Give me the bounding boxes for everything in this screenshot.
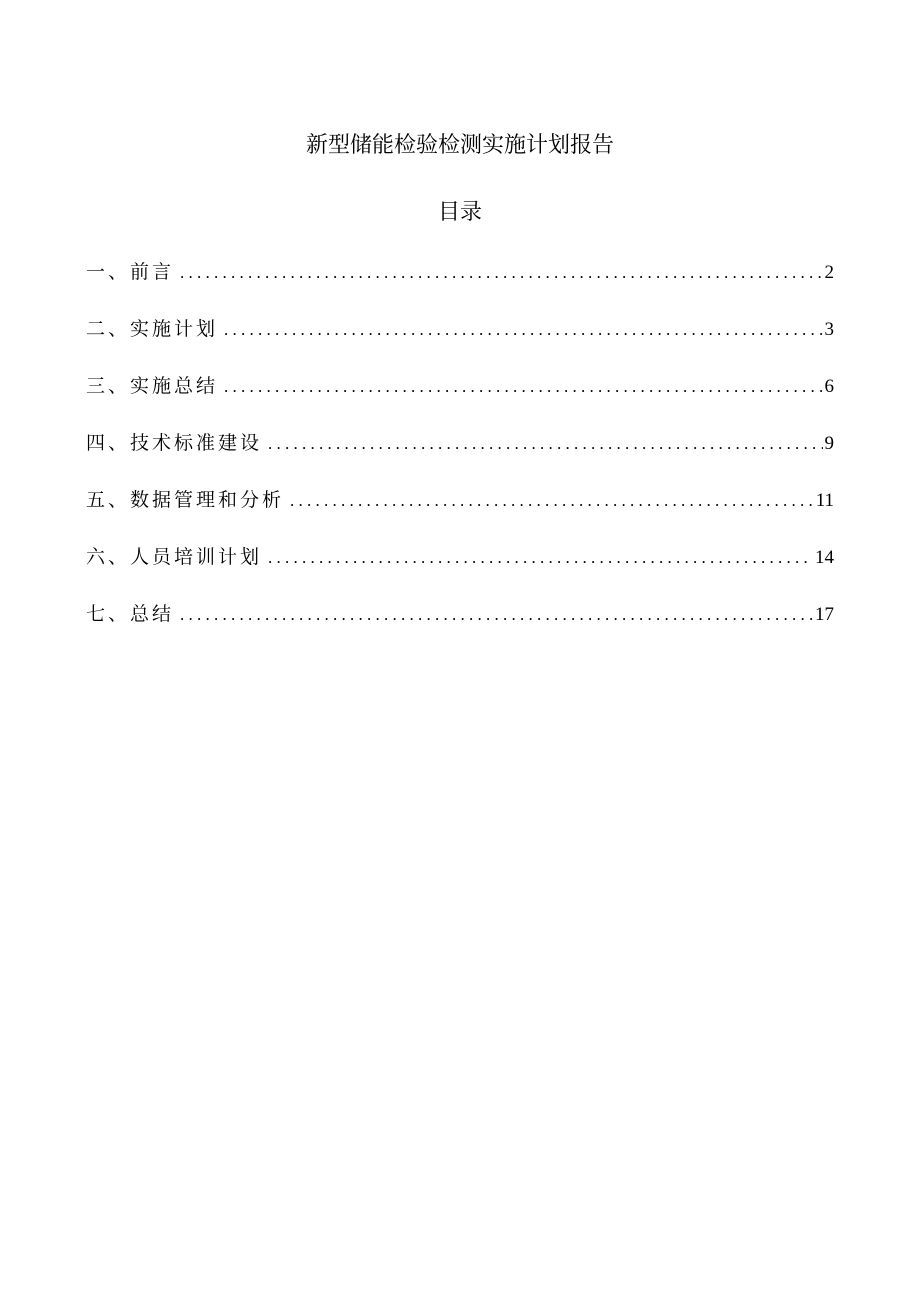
toc-entry-label: 七、总结 — [86, 603, 175, 625]
toc-entry-page: 6 — [824, 376, 834, 397]
toc-heading: 目录 — [437, 200, 482, 225]
toc-entry-label: 六、人员培训计划 — [86, 546, 263, 568]
toc-entry-preface[interactable] — [86, 255, 834, 312]
toc-entry-label: 五、数据管理和分析 — [86, 489, 285, 511]
toc-entry-technical-standards[interactable] — [86, 426, 834, 483]
toc-dot-leader — [180, 598, 813, 632]
toc-entry-page: 3 — [824, 319, 834, 340]
toc-dot-leader — [180, 256, 822, 290]
toc-entry-label: 四、技术标准建设 — [86, 432, 263, 454]
toc-entry-staff-training[interactable] — [86, 540, 834, 597]
toc-entry-implementation-summary[interactable] — [86, 369, 834, 426]
toc-entry-data-management[interactable] — [86, 483, 834, 540]
toc-entry-page: 2 — [824, 262, 834, 283]
toc-entry-conclusion[interactable] — [86, 597, 834, 654]
toc-entry-label: 三、实施总结 — [86, 375, 219, 397]
toc-entry-label: 二、实施计划 — [86, 318, 219, 340]
toc-entry-label: 一、前言 — [86, 261, 175, 283]
toc-dot-leader — [290, 484, 814, 518]
toc-dot-leader — [224, 370, 822, 404]
toc-dot-leader — [268, 541, 813, 575]
toc-entry-page: 14 — [815, 547, 834, 568]
toc-entry-page: 9 — [824, 433, 834, 454]
table-of-contents — [86, 255, 834, 654]
toc-dot-leader — [224, 313, 822, 347]
toc-entry-page: 11 — [815, 490, 834, 511]
toc-entry-page: 17 — [815, 604, 834, 625]
toc-entry-implementation-plan[interactable] — [86, 312, 834, 369]
toc-dot-leader — [268, 427, 822, 461]
document-title: 新型储能检验检测实施计划报告 — [305, 133, 614, 158]
